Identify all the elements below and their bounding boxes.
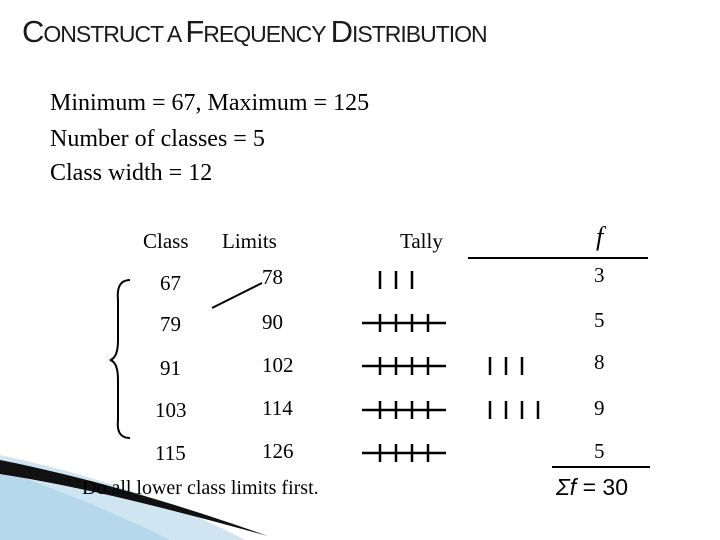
row-2-upper: 90: [262, 310, 283, 334]
tally-marks: [362, 271, 538, 462]
row-3-frequency: 8: [594, 350, 605, 374]
header-tally: Tally: [400, 229, 443, 253]
sum-value: 30: [602, 474, 628, 500]
sum-equals: =: [582, 474, 603, 500]
info-line-min-max: Minimum = 67, Maximum = 125: [50, 90, 370, 116]
row-4-lower: 103: [155, 398, 187, 422]
row-1-upper: 78: [262, 265, 283, 289]
header-class: Class: [143, 229, 189, 253]
row-4-frequency: 9: [594, 396, 605, 420]
note-text: Do all lower class limits first.: [82, 477, 319, 499]
row-5-upper: 126: [262, 439, 294, 463]
class-brace: [110, 280, 130, 438]
info-line-width: Class width = 12: [50, 160, 213, 186]
row-1-frequency: 3: [594, 263, 605, 287]
header-limits: Limits: [222, 229, 277, 253]
page-title: CONSTRUCT A FREQUENCY DISTRIBUTION: [22, 14, 487, 49]
row-3-lower: 91: [160, 356, 181, 380]
info-line-classes: Number of classes = 5: [50, 126, 265, 152]
row-2-frequency: 5: [594, 308, 605, 332]
limits-connector-line: [212, 283, 262, 308]
row-5-frequency: 5: [594, 439, 605, 463]
row-2-lower: 79: [160, 312, 181, 336]
header-frequency: f: [596, 222, 604, 251]
row-4-upper: 114: [262, 396, 293, 420]
sum-label: [556, 474, 628, 501]
row-5-lower: 115: [155, 441, 186, 465]
row-1-lower: 67: [160, 271, 181, 295]
sum-symbol: Σf: [556, 474, 577, 500]
row-3-upper: 102: [262, 353, 294, 377]
